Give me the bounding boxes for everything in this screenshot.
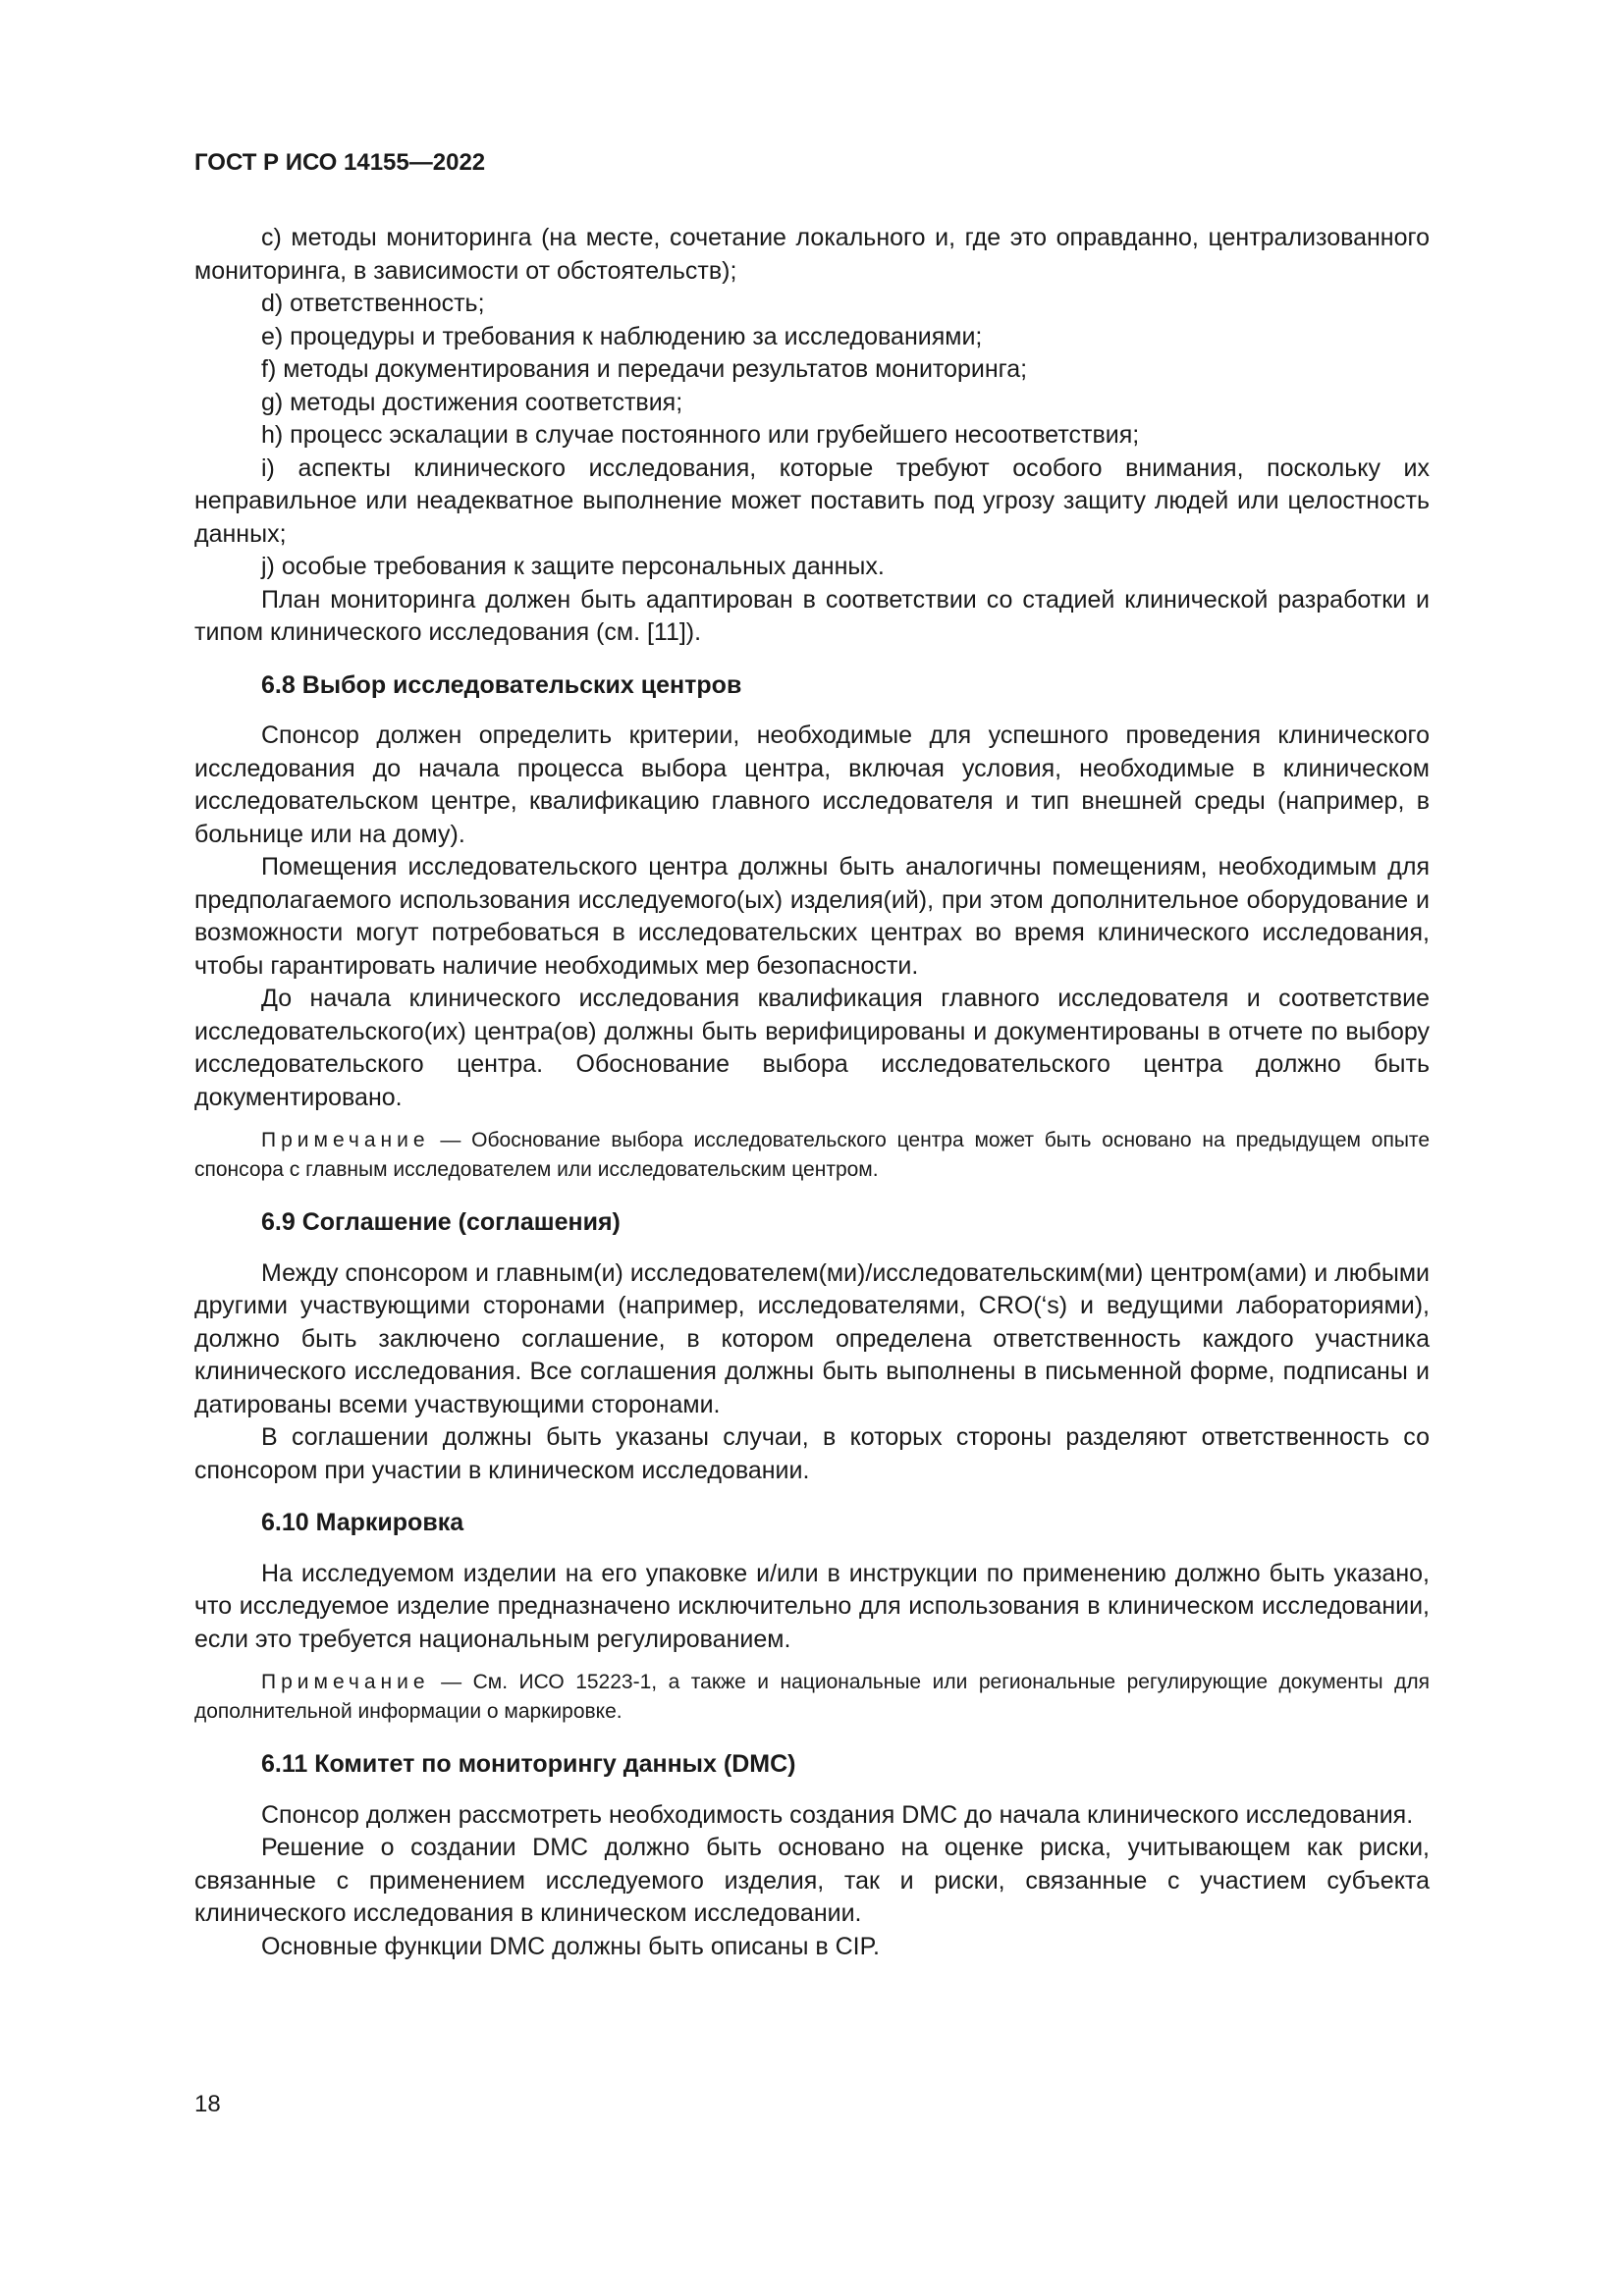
- list-item-e: e) процедуры и требования к наблюдению за исследованиями;: [261, 322, 983, 350]
- section-6-10-note: [194, 1668, 1430, 1727]
- section-6-10-paragraph-1: На исследуемом изделии на его упаковке и/или в инструкции по применению должно быть указано, что исследуемое изделие предназначено исключительно для использования в клиническом исследовании, если это требуется национальным регулированием.: [194, 1559, 1430, 1653]
- list-item-i: i) аспекты клинического исследования, которые требуют особого внимания, поскольку их неправильное или неадекватное выполнение может поставить под угрозу защиту людей или целостность данных;: [194, 454, 1430, 548]
- note-text: — См. ИСО 15223-1, а также и национальные или региональные регулирующие документы для дополнительной информации о маркировке.: [194, 1671, 1430, 1723]
- section-6-11-paragraph-1: Спонсор должен рассмотреть необходимость создания DMC до начала клинического исследования.: [261, 1800, 1414, 1829]
- section-6-11-title: 6.11 Комитет по мониторингу данных (DMC): [261, 1750, 796, 1778]
- note-label: Примечание: [261, 1671, 430, 1693]
- section-6-9-paragraph-2: В соглашении должны быть указаны случаи, в которых стороны разделяют ответственность со спонсором при участии в клиническом исследовании.: [194, 1423, 1430, 1484]
- list-item-j: j) особые требования к защите персональных данных.: [261, 553, 885, 580]
- list-item-h: h) процесс эскалации в случае постоянного или грубейшего несоответствия;: [261, 421, 1140, 449]
- list-item-g: g) методы достижения соответствия;: [261, 388, 683, 416]
- section-6-8-note: [194, 1126, 1430, 1185]
- section-6-11-paragraph-3: Основные функции DMC должны быть описаны в CIP.: [261, 1932, 881, 1960]
- list-item-c: c) методы мониторинга (на месте, сочетание локального и, где это оправданно, централизованного мониторинга, в зависимости от обстоятельств);: [194, 224, 1430, 285]
- page-number: 18: [194, 2091, 221, 2117]
- section-6-9-title: 6.9 Соглашение (соглашения): [261, 1208, 621, 1236]
- page-content: [194, 222, 1430, 1963]
- note-label: Примечание: [261, 1129, 430, 1151]
- section-6-8-paragraph-3: До начала клинического исследования квалификация главного исследователя и соответствие исследовательского(их) центра(ов) должны быть верифицированы и документированы в отчете по выбору исследовательского центра. Обоснование выбора исследовательского центра должно быть документировано.: [194, 985, 1430, 1111]
- section-6-8-title: 6.8 Выбор исследовательских центров: [261, 670, 742, 699]
- section-6-10-title: 6.10 Маркировка: [261, 1509, 464, 1536]
- note-text: — Обоснование выбора исследовательского центра может быть основано на предыдущем опыте спонсора с главным исследователем или исследовательским центром.: [194, 1129, 1430, 1181]
- section-6-9-paragraph-1: Между спонсором и главным(и) исследователем(ми)/исследовательским(ми) центром(ами) и любыми другими участвующими сторонами (например, исследователями, CRO(‘s) и ведущими лабораториями), должно быть заключено соглашение, в котором определена ответственность каждого участника клинического исследования. Все соглашения должны быть выполнены в письменной форме, подписаны и датированы всеми участвующими сторонами.: [194, 1258, 1430, 1418]
- section-6-11-paragraph-2: Решение о создании DMC должно быть основано на оценке риска, учитывающем как риски, связанные с применением исследуемого изделия, так и риски, связанные с участием субъекта клинического исследования в клиническом исследовании.: [194, 1834, 1430, 1927]
- list-item-f: f) методы документирования и передачи результатов мониторинга;: [261, 355, 1028, 383]
- document-header: ГОСТ Р ИСО 14155—2022: [194, 149, 486, 176]
- section-6-8-paragraph-2: Помещения исследовательского центра должны быть аналогичны помещениям, необходимым для предполагаемого использования исследуемого(ых) изделия(ий), при этом дополнительное оборудование и возможности могут потребоваться в исследовательских центрах во время клинического исследования, чтобы гарантировать наличие необходимых мер безопасности.: [194, 853, 1430, 980]
- list-item-d: d) ответственность;: [261, 290, 485, 317]
- monitoring-plan-paragraph: План мониторинга должен быть адаптирован в соответствии со стадией клинической разработки и типом клинического исследования (см. [11]).: [194, 585, 1430, 646]
- section-6-8-paragraph-1: Спонсор должен определить критерии, необходимые для успешного проведения клинического исследования до начала процесса выбора центра, включая условия, необходимые в клиническом исследовательском центре, квалификацию главного исследователя и тип внешней среды (например, в больнице или на дому).: [194, 721, 1430, 848]
